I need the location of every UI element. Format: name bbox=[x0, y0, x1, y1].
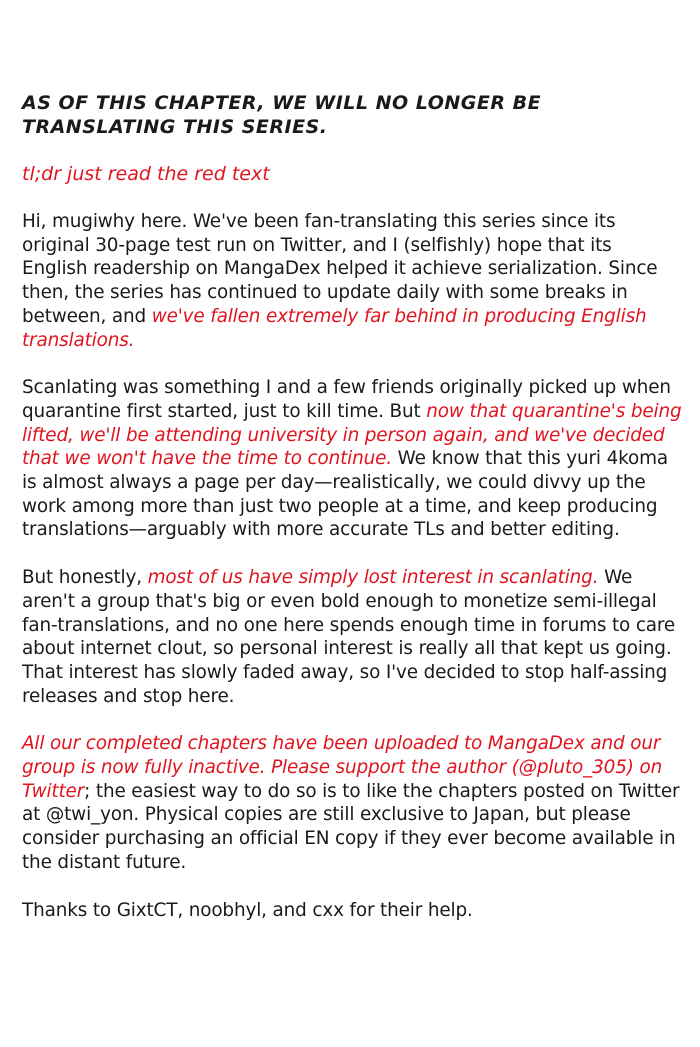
heading-line-2: TRANSLATING THIS SERIES. bbox=[22, 116, 328, 138]
paragraph-thanks: Thanks to GixtCT, noobhyl, and cxx for their help. bbox=[22, 899, 473, 921]
announcement-content bbox=[22, 91, 682, 922]
paragraph-reason-tail: We know that this yuri 4koma is almost always a page per day—realistically, we could divvy up the work among more than just two people at a time, and keep producing translations—arguably with more accurate TLs and better editing. bbox=[22, 448, 668, 541]
paragraph-interest-tail: We aren't a group that's big or even bold enough to monetize semi-illegal fan-translations, and no one here spends enough time in forums to care about internet clout, so personal interest is really all that kept us going. That interest has slowly faded away, so I've decided to stop half-assing releases and stop here. bbox=[22, 567, 676, 707]
paragraph-interest-red-text: most of us have simply lost interest in scanlating. bbox=[147, 567, 599, 589]
paragraph-intro-red-text: we've fallen extremely far behind in producing English translations. bbox=[22, 305, 647, 351]
paragraph-support-tail: ; the easiest way to do so is to like the chapters posted on Twitter at @twi_yon. Physical copies are still exclusive to Japan, but please consider purchasing an official EN copy if they ever become available in the distant future. bbox=[22, 780, 680, 873]
tldr-note: tl;dr just read the red text bbox=[22, 163, 270, 185]
heading-line-1: AS OF THIS CHAPTER, WE WILL NO LONGER BE bbox=[22, 92, 542, 114]
paragraph-intro bbox=[22, 210, 682, 352]
announcement-heading bbox=[22, 91, 682, 139]
paragraph-reason-red-text: now that quarantine's being lifted, we'll be attending university in person again, and we've decided that we won't have the time to continue. bbox=[22, 400, 682, 470]
paragraph-reason bbox=[22, 376, 682, 542]
paragraph-interest bbox=[22, 566, 682, 708]
paragraph-support bbox=[22, 732, 682, 874]
paragraph-support-red-text: All our completed chapters have been uploaded to MangaDex and our group is now fully inactive. Please support the author (@pluto_305) on Twitter bbox=[22, 733, 663, 802]
paragraph-interest-text: But honestly, bbox=[22, 567, 148, 589]
paragraph-intro-text: Hi, mugiwhy here. We've been fan-translating this series since its original 30-page test run on Twitter, and I (selfishly) hope that its English readership on MangaDex helped it achieve serialization. Since then, the series has continued to update daily with some breaks in between, and bbox=[22, 211, 658, 327]
paragraph-reason-text: Scanlating was something I and a few friends originally picked up when quarantine first started, just to kill time. But bbox=[22, 377, 671, 422]
